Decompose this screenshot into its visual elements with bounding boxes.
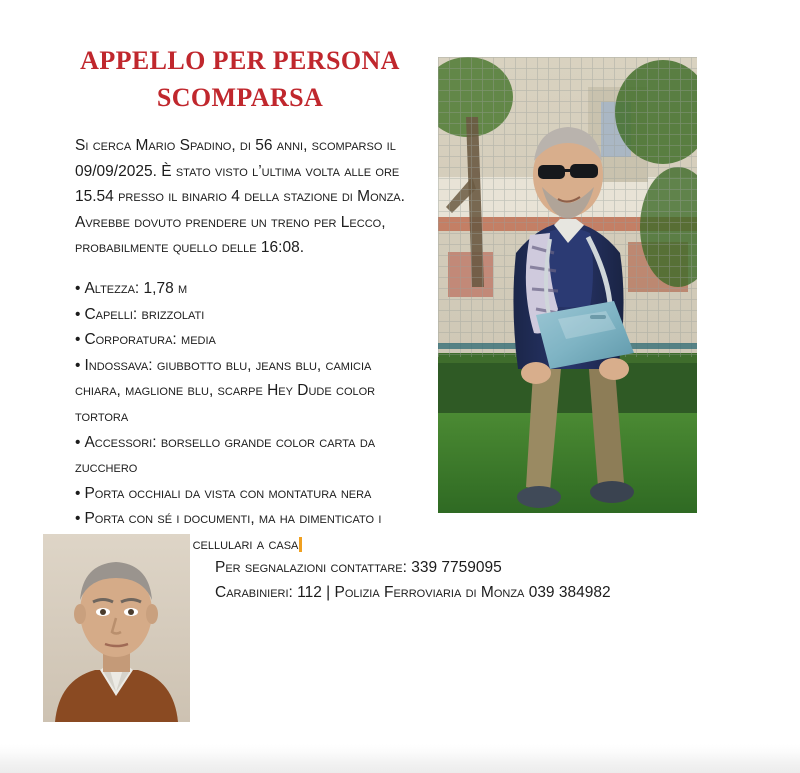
list-item bbox=[75, 506, 420, 532]
bullet-dot: • bbox=[75, 305, 81, 323]
passport-portrait-photo bbox=[43, 534, 190, 722]
contact-report-line: Per segnalazioni contattare: 339 7759095 bbox=[215, 559, 502, 576]
list-item-label: Altezza: 1,78 m bbox=[84, 280, 188, 297]
list-item-label: Porta occhiali da vista con montatura nera bbox=[84, 484, 372, 502]
text-cursor bbox=[299, 537, 302, 552]
bullet-dot: • bbox=[75, 356, 81, 374]
list-item-label: Corporatura: media bbox=[84, 331, 216, 349]
bullet-dot: • bbox=[75, 280, 81, 297]
list-item-label: Porta con sé i documenti, ma ha dimenticato i bbox=[84, 510, 382, 528]
list-item bbox=[75, 353, 420, 430]
list-item-label: Accessori: borsello grande color carta da zucchero bbox=[75, 433, 376, 477]
page-title-line2: SCOMPARSA bbox=[156, 83, 324, 112]
bullet-dot: • bbox=[75, 510, 81, 528]
bullet-dot: • bbox=[75, 433, 81, 451]
bullet-dot: • bbox=[75, 331, 81, 349]
list-item-label: Capelli: brizzolati bbox=[84, 305, 205, 323]
full-body-photo bbox=[438, 57, 697, 513]
details-list bbox=[75, 276, 420, 558]
page-title bbox=[60, 42, 420, 116]
page-bottom-edge bbox=[0, 744, 800, 773]
contact-authorities-line: Carabinieri: 112 | Polizia Ferroviaria di Monza 039 384982 bbox=[215, 584, 611, 601]
list-item bbox=[75, 481, 420, 507]
list-item bbox=[75, 430, 420, 481]
full-body-photo-graphic bbox=[438, 57, 697, 513]
page-title-line1: APPELLO PER PERSONA bbox=[80, 46, 400, 75]
list-item bbox=[75, 327, 420, 353]
list-item-label: cellulari a casa bbox=[192, 535, 299, 553]
bullet-dot: • bbox=[75, 484, 81, 502]
intro-paragraph: Si cerca Mario Spadino, di 56 anni, scomparso il 09/09/2025. È stato visto l’ultima volta alle ore 15.54 presso il binario 4 della stazione di Monza. Avrebbe dovuto prendere un treno per Lecco, probabilmente quello delle 16:08. bbox=[75, 137, 405, 256]
list-item-label: Indossava: giubbotto blu, jeans blu, camicia chiara, maglione blu, scarpe Hey Dude color tortora bbox=[75, 356, 376, 425]
list-item bbox=[75, 302, 420, 328]
passport-portrait-graphic bbox=[43, 534, 190, 722]
contact-block bbox=[215, 555, 735, 605]
list-item bbox=[75, 276, 420, 302]
